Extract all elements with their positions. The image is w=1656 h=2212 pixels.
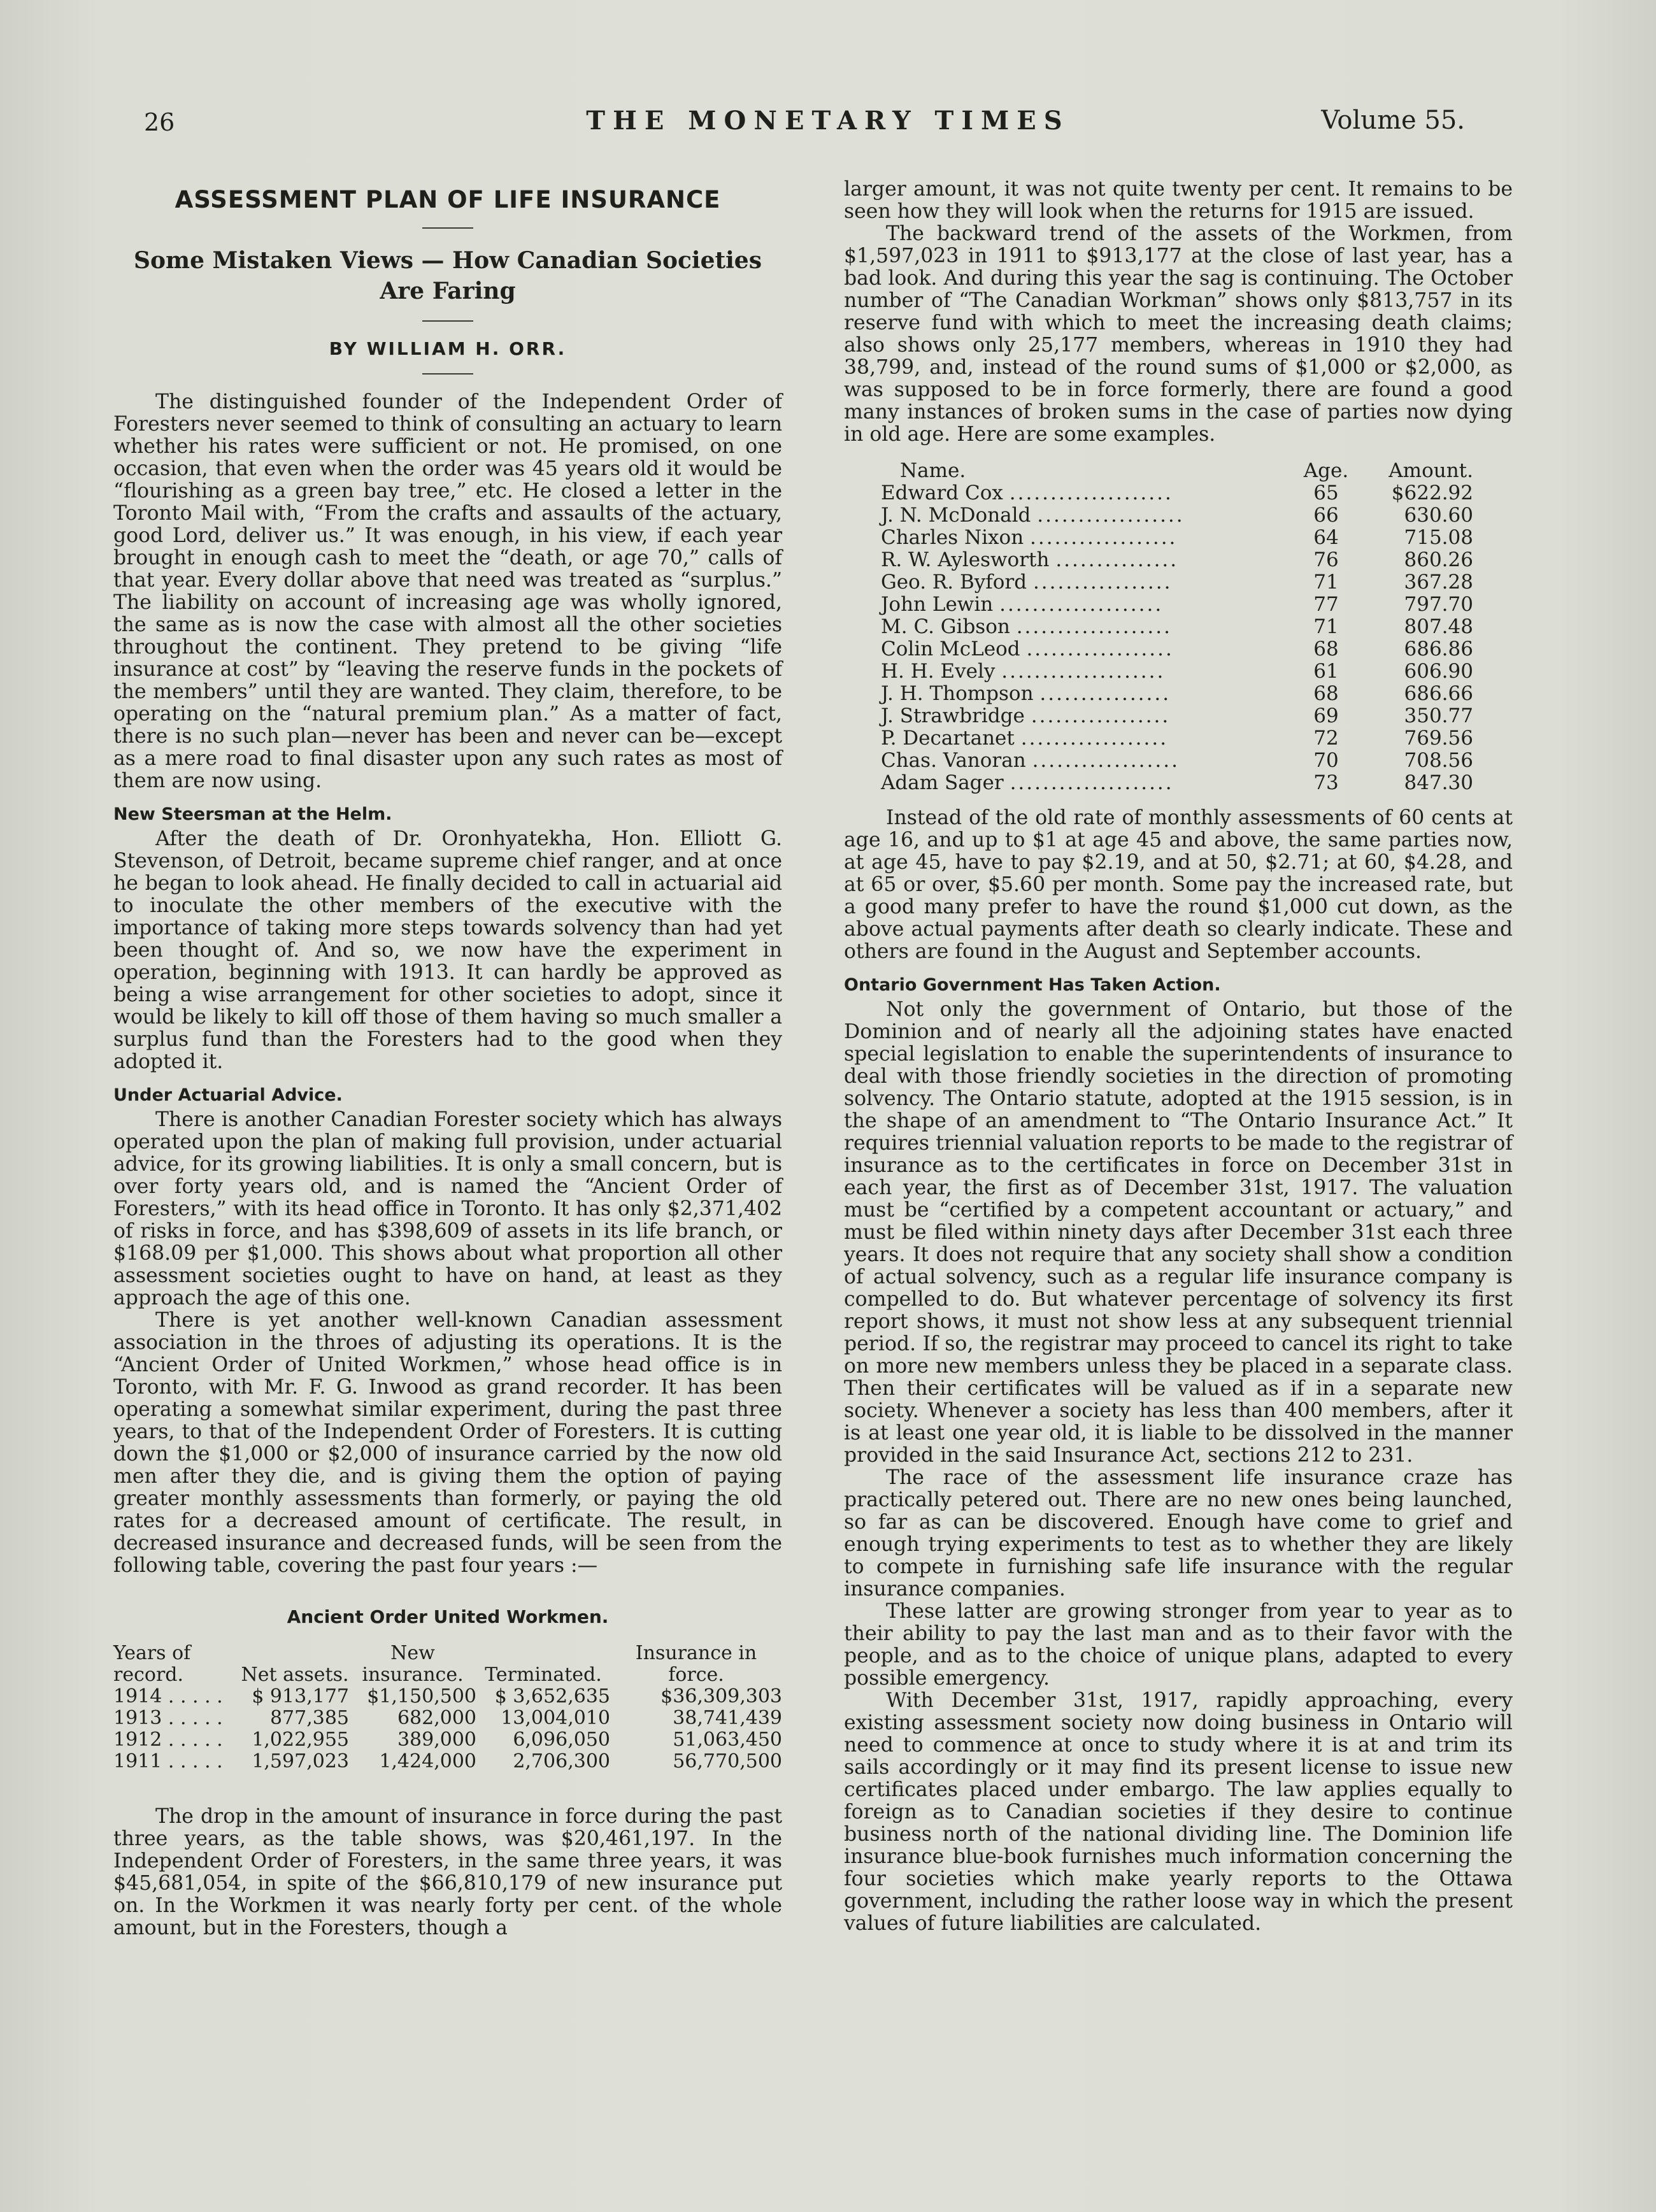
after-table-paragraph: The drop in the amount of insurance in force during the past three years, as the table shows, was $20,461,197. In the Independent Order of Foresters, in the same three years, it was $45,681,054, in spite of the $66,810,179 of new insurance put on. In the Workmen it was nearly forty per cent. of the whole amount, but in the Foresters, though a [113,1805,782,1939]
example-age: 71 [1313,571,1339,594]
example-amount: 797.70 [1404,593,1473,616]
cell-assets: $ 913,177 [252,1685,349,1708]
example-name: Edward Cox [881,482,1003,504]
list-item: John Lewin .................... 77 797.70 [881,593,1473,616]
example-amount: 860.26 [1404,548,1473,571]
example-name: J. Strawbridge [881,704,1025,727]
title-rule [422,227,473,229]
cell-year: 1914 . . . . . [113,1685,223,1708]
cell-year: 1913 . . . . . [113,1707,223,1729]
example-age: 70 [1313,749,1339,772]
table-header-row [113,1643,782,1686]
example-amount: 606.90 [1404,660,1473,683]
subtitle-rule [422,320,473,322]
actuarial-paragraph-2: There is yet another well-known Canadian assessment association in the throes of adjusting its operations. It is the “Ancient Order of United Workmen,” whose head office is in Toronto, with Mr. F. G. Inwood as grand recorder. It has been operating a somewhat similar experiment, during the past three years, to that of the Independent Order of Foresters. It is cutting down the $1,000 or $2,000 of insurance carried by the now old men after they die, and is giving them the option of paying greater monthly assessments than formerly, or paying the old rates for a decreased amount of certificate. The result, in decreased insurance and decreased funds, will be seen from the following table, covering the past four years :— [113,1309,782,1577]
example-name: P. Decartanet [881,727,1015,750]
cell-assets: 877,385 [269,1707,349,1729]
example-age: 68 [1313,682,1339,705]
example-amount: 686.66 [1404,682,1473,705]
cell-year: 1912 . . . . . [113,1729,223,1751]
list-item: M. C. Gibson ................... 71 807.48 [881,615,1473,638]
example-age: 73 [1313,771,1339,794]
example-amount: 630.60 [1404,504,1473,527]
cell-in-force: 56,770,500 [673,1750,782,1773]
page-header [0,102,1656,140]
ontario-paragraph-3: These latter are growing stronger from year to year as to their ability to pay the last man and as to their favor with the people, and as to the choice of unique plans, adapted to every possible emergency. [844,1600,1513,1690]
workmen-table [113,1643,782,1773]
page-number: 26 [144,108,175,136]
cell-in-force: 38,741,439 [673,1707,782,1729]
example-age: 69 [1313,704,1339,727]
example-age: 72 [1313,727,1339,750]
list-item: J. Strawbridge ................. 69 350.77 [881,704,1473,727]
example-age: 77 [1313,593,1339,616]
example-amount: 807.48 [1404,615,1473,638]
cell-new: $1,150,500 [367,1685,476,1708]
article-subtitle: Some Mistaken Views — How Canadian Societies Are Faring [134,247,762,304]
workmen-assets-paragraph: The backward trend of the assets of the Workmen, from $1,597,023 in 1911 to $913,177 at the close of last year, has a bad look. And during this year the sag is continuing. The October number of “The Canadian Workman” shows only $813,757 in its reserve fund with which to meet the increasing death claims; also shows only 25,177 members, whereas in 1910 they had 38,799, and, instead of the round sums of $1,000 or $2,000, as was supposed to be in force formerly, there are found a good many instances of broken sums in the case of parties now dying in old age. Here are some examples. [844,222,1513,446]
example-name: Adam Sager [881,771,1004,794]
table-row [113,1729,782,1751]
example-age: 66 [1313,504,1339,527]
example-amount: 715.08 [1404,526,1473,549]
list-item: Chas. Vanoran .................. 70 708.56 [881,749,1473,772]
section-heading-steersman: New Steersman at the Helm. [113,804,392,824]
ontario-paragraph-2: The race of the assessment life insurance craze has practically petered out. There are no new ones being launched, so far as can be discovered. Enough have come to grief and enough trying experiments to test as to whether they are likely to compete in furnishing safe life insurance with the regular insurance companies. [844,1466,1513,1601]
example-name: Geo. R. Byford [881,571,1027,594]
example-amount: $622.92 [1391,482,1473,504]
article-title: ASSESSMENT PLAN OF LIFE INSURANCE [175,186,721,213]
steersman-paragraph: After the death of Dr. Oronhyatekha, Hon. Elliott G. Stevenson, of Detroit, became supreme chief ranger, and at once he began to look ahead. He finally decided to call in actuarial aid to inoculate the other members of the executive with the importance of taking more steps towards solvency than had yet been thought of. And so, we now have the experiment in operation, beginning with 1913. It can hardly be approved as being a wise arrangement for other societies to adopt, since it would be likely to kill off those of them having so much smaller a surplus fund than the Foresters had to the good when they adopted it. [113,827,782,1073]
example-amount: 847.30 [1404,771,1473,794]
byline-rule [422,373,473,375]
example-amount: 708.56 [1404,749,1473,772]
cell-in-force: $36,309,303 [660,1685,782,1708]
example-name: R. W. Aylesworth [881,548,1050,571]
section-heading-actuarial: Under Actuarial Advice. [113,1085,343,1105]
continued-paragraph: larger amount, it was not quite twenty per cent. It remains to be seen how they will look when the returns for 1915 are issued. [844,178,1513,223]
list-item: R. W. Aylesworth ............... 76 860.26 [881,548,1473,571]
ontario-paragraph-1: Not only the government of Ontario, but those of the Dominion and of nearly all the adjoining states have enacted special legislation to enable the superintendents of insurance to deal with those friendly societies in the direction of promoting solvency. The Ontario statute, adopted at the 1915 session, is in the shape of an amendment to “The Ontario Insurance Act.” It requires triennial valuation reports to be made to the registrar of insurance as to the certificates in force on December 31st in each year, the first as of December 31st, 1917. The valuation must be “certified by a competent accountant or actuary,” and must be filed within ninety days after December 31st each three years. It does not require that any society shall show a condition of actual solvency, such as a regular life insurance company is compelled to do. But whatever percentage of solvency its first report shows, it must not show less at any subsequent triennial period. If so, the registrar may proceed to cancel its right to take on more new members unless they be placed in a separate class. Then their certificates will be valued as if in a separate new society. Whenever a society has less than 400 members, after it is at least one year old, it is liable to be dissolved in the manner provided in the said Insurance Act, sections 212 to 231. [844,998,1513,1467]
col-header-assets: Net assets. [241,1664,349,1686]
example-age: 65 [1313,482,1339,504]
cell-in-force: 51,063,450 [673,1729,782,1751]
byline: BY WILLIAM H. ORR. [329,338,567,359]
example-name: John Lewin [881,593,994,616]
example-name: H. H. Evely [881,660,996,683]
rates-paragraph: Instead of the old rate of monthly assessments of 60 cents at age 16, and up to $1 at age 45 and above, the same parties now, at age 45, have to pay $2.19, and at 50, $2.71; at 60, $4.28, and at 65 or over, $5.60 per month. Some pay the increased rate, but a good many prefer to have the round $1,000 cut down, as the above actual payments after death so clearly indicate. These and others are found in the August and September accounts. [844,806,1513,963]
list-item: J. H. Thompson ................ 68 686.66 [881,682,1473,705]
example-amount: 367.28 [1404,571,1473,594]
example-age: 61 [1313,660,1339,683]
example-age: 68 [1313,638,1339,660]
list-item: J. N. McDonald .................. 66 630.60 [881,504,1473,527]
example-name: Colin McLeod [881,638,1020,660]
example-name: Chas. Vanoran [881,749,1026,772]
col-header-new: New insurance. [362,1642,464,1686]
actuarial-paragraph-1: There is another Canadian Forester society which has always operated upon the plan of making full provision, under actuarial advice, for its growing liabilities. It is only a small concern, but is over forty years old, and is named the “Ancient Order of Foresters,” with its head office in Toronto. It has only $2,371,402 of risks in force, and has $398,609 of assets in its life branch, or $168.09 per $1,000. This shows about what proportion all other assessment societies ought to have on hand, at least as they approach the age of this one. [113,1108,782,1309]
list-item: Charles Nixon .................. 64 715.08 [881,526,1473,549]
example-name: Charles Nixon [881,526,1024,549]
left-column [113,178,782,1939]
examples-header-amount: Amount. [1388,459,1473,482]
example-age: 76 [1313,548,1339,571]
list-item: Adam Sager .................... 73 847.30 [881,771,1473,794]
examples-header-name: Name. [900,459,966,482]
table-row [113,1686,782,1708]
right-column [844,178,1513,1935]
list-item: P. Decartanet .................. 72 769.56 [881,727,1473,750]
cell-terminated: $ 3,652,635 [494,1685,610,1708]
cell-terminated: 13,004,010 [501,1707,610,1729]
example-name: M. C. Gibson [881,615,1010,638]
examples-header-row [881,460,1473,482]
col-header-in-force: Insurance in force. [635,1642,757,1686]
cell-new: 1,424,000 [379,1750,476,1773]
cell-assets: 1,022,955 [252,1729,349,1751]
example-age: 71 [1313,615,1339,638]
list-item: H. H. Evely .................... 61 606.90 [881,660,1473,683]
intro-paragraph: The distinguished founder of the Independent Order of Foresters never seemed to think of consulting an actuary to learn whether his rates were sufficient or not. He promised, on one occasion, that even when the order was 45 years old it would be “flourishing as a green bay tree,” etc. He closed a letter in the Toronto Mail with, “From the crafts and assaults of the actuary, good Lord, deliver us.” It was enough, in his view, if each year brought in enough cash to meet the “death, or age 70,” calls of that year. Every dollar above that need was treated as “surplus.” The liability on account of increasing age was wholly ignored, the same as is now the case with almost all the other societies throughout the continent. They pretend to be giving “life insurance at cost” by “leaving the reserve funds in the pockets of the members” until they are wanted. They claim, therefore, to be operating on the “natural premium plan.” As a matter of fact, there is no such plan—never has been and never can be—except as a mere road to final disaster upon any such rates as most of them are now using. [113,390,782,792]
list-item: Colin McLeod .................. 68 686.86 [881,638,1473,660]
examples-table [881,460,1473,794]
masthead: THE MONETARY TIMES [586,106,1070,136]
cell-assets: 1,597,023 [252,1750,349,1773]
workmen-table-title: Ancient Order United Workmen. [287,1606,609,1627]
volume-label: Volume 55. [1321,106,1465,135]
col-header-terminated: Terminated. [485,1664,602,1686]
cell-new: 682,000 [397,1707,476,1729]
list-item: Edward Cox .................... 65 $622.92 [881,482,1473,504]
example-amount: 769.56 [1404,727,1473,750]
col-header-years: Years of record. [113,1642,191,1686]
table-row [113,1708,782,1729]
ontario-paragraph-4: With December 31st, 1917, rapidly approaching, every existing assessment society now doing business in Ontario will need to commence at once to study where it is at and trim its sails accordingly or it may find its present license to issue new certificates placed under embargo. The law applies equally to foreign as to Canadian societies if they desire to continue business north of the national dividing line. The Dominion life insurance blue-book furnishes much information concerning the four societies which make yearly reports to the Ottawa government, including the rather loose way in which the present values of future liabilities are calculated. [844,1689,1513,1935]
example-age: 64 [1313,526,1339,549]
section-heading-ontario: Ontario Government Has Taken Action. [844,975,1221,995]
cell-year: 1911 . . . . . [113,1750,223,1773]
example-amount: 350.77 [1404,704,1473,727]
cell-terminated: 6,096,050 [513,1729,610,1751]
examples-header-age: Age. [1303,459,1349,482]
cell-new: 389,000 [397,1729,476,1751]
list-item: Geo. R. Byford ................. 71 367.28 [881,571,1473,594]
example-amount: 686.86 [1404,638,1473,660]
table-row [113,1751,782,1773]
example-name: J. H. Thompson [881,682,1034,705]
cell-terminated: 2,706,300 [513,1750,610,1773]
example-name: J. N. McDonald [881,504,1031,527]
